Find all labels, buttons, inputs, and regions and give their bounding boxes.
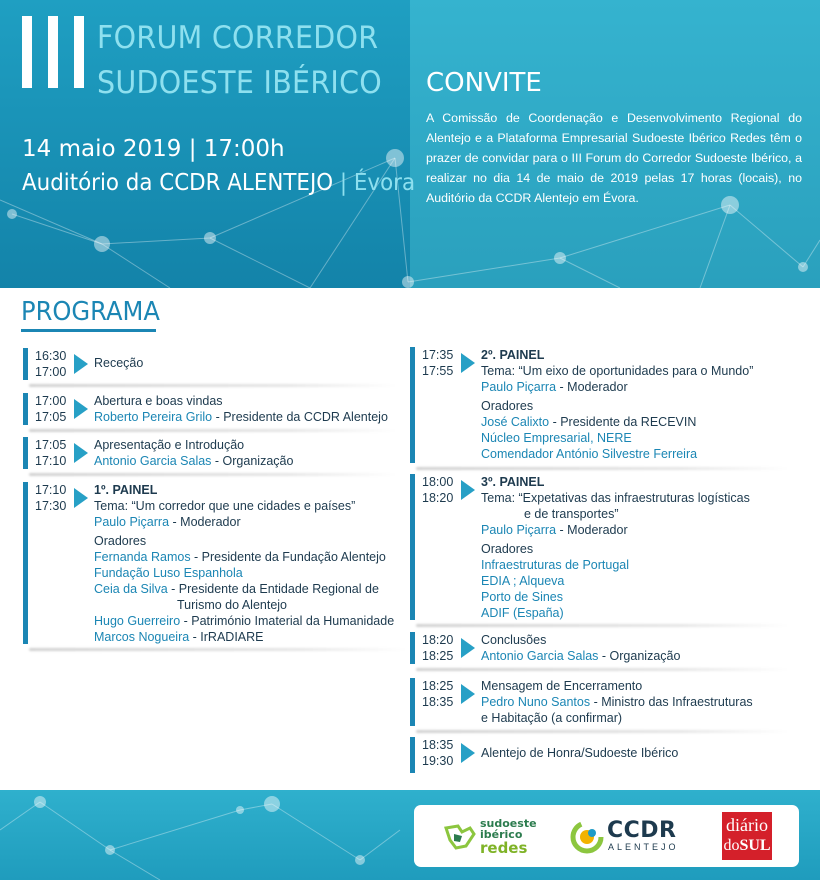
item-bar bbox=[23, 437, 28, 469]
item-content bbox=[481, 474, 750, 621]
event-date: 14 maio 2019 | 17:00h bbox=[22, 136, 285, 162]
item-bar bbox=[410, 474, 415, 620]
item-times bbox=[422, 347, 453, 379]
speaker-name: Porto de Sines bbox=[481, 590, 563, 604]
ccdr-alentejo-logo bbox=[570, 820, 680, 856]
schedule-item bbox=[23, 437, 393, 469]
start-time: 17:10 bbox=[35, 483, 67, 497]
item-times bbox=[35, 482, 66, 514]
speaker-name: Fernanda Ramos bbox=[94, 550, 191, 564]
roman-numeral-mark bbox=[22, 16, 84, 88]
schedule-item bbox=[410, 678, 785, 726]
item-times bbox=[422, 474, 453, 506]
play-arrow-icon bbox=[461, 684, 475, 704]
speaker-name: Marcos Nogueira bbox=[94, 630, 190, 644]
speaker-name: Fundação Luso Espanhola bbox=[94, 566, 243, 580]
play-arrow-icon bbox=[74, 399, 88, 419]
item-content bbox=[94, 355, 143, 371]
forum-title-line-1: FORUM CORREDOR bbox=[97, 20, 379, 56]
convite-title: CONVITE bbox=[426, 68, 542, 98]
moderator-role: - Moderador bbox=[169, 515, 241, 529]
item-content bbox=[481, 678, 753, 726]
item-divider bbox=[416, 668, 789, 671]
play-arrow-icon bbox=[74, 443, 88, 463]
end-time: 18:20 bbox=[422, 491, 454, 505]
moderator-name: Paulo Piçarra bbox=[481, 380, 557, 394]
item-bar bbox=[23, 348, 28, 380]
speaker-role: - Presidente da RECEVIN bbox=[549, 415, 697, 429]
item-label: Mensagem de Encerramento bbox=[481, 679, 643, 693]
item-times bbox=[422, 632, 453, 664]
start-time: 18:35 bbox=[422, 738, 454, 752]
item-bar bbox=[410, 737, 415, 773]
speaker-name: Antonio Garcia Salas bbox=[481, 649, 599, 663]
item-content bbox=[94, 482, 394, 645]
forum-title bbox=[97, 16, 382, 106]
venue-name: Auditório da CCDR ALENTEJO bbox=[22, 170, 334, 196]
panel-title: 1º. PAINEL bbox=[94, 483, 158, 497]
speaker-name: Núcleo Empresarial, NERE bbox=[481, 431, 632, 445]
item-label: Apresentação e Introdução bbox=[94, 438, 245, 452]
panel-theme: Tema: “Expetativas das infraestruturas logísticas bbox=[481, 491, 750, 505]
item-times bbox=[35, 348, 66, 380]
roman-bar-1 bbox=[22, 16, 32, 88]
end-time: 19:30 bbox=[422, 754, 454, 768]
speakers-heading: Oradores bbox=[481, 399, 534, 413]
diario-do-sul-logo: diário doSUL bbox=[722, 812, 772, 860]
moderator-name: Paulo Piçarra bbox=[94, 515, 170, 529]
start-time: 18:00 bbox=[422, 475, 454, 489]
item-divider bbox=[416, 624, 789, 627]
moderator-role: - Moderador bbox=[556, 380, 628, 394]
item-divider bbox=[416, 730, 789, 733]
item-times bbox=[35, 393, 66, 425]
speaker-name: José Calixto bbox=[481, 415, 550, 429]
end-time: 17:30 bbox=[35, 499, 67, 513]
speaker-role: - Organização bbox=[598, 649, 681, 663]
start-time: 18:20 bbox=[422, 633, 454, 647]
item-bar bbox=[23, 482, 28, 644]
item-label: Conclusões bbox=[481, 633, 547, 647]
item-times bbox=[35, 437, 66, 469]
speaker-role: - Presidente da Entidade Regional de bbox=[167, 582, 379, 596]
panel-theme: Tema: “Um corredor que une cidades e países” bbox=[94, 499, 356, 513]
item-bar bbox=[23, 393, 28, 425]
play-arrow-icon bbox=[461, 743, 475, 763]
schedule-item-panel-2 bbox=[410, 347, 785, 463]
schedule-item-panel-3 bbox=[410, 474, 785, 620]
panel-title: 3º. PAINEL bbox=[481, 475, 545, 489]
item-divider bbox=[29, 384, 397, 387]
start-time: 17:05 bbox=[35, 438, 67, 452]
play-arrow-icon bbox=[74, 488, 88, 508]
ccdr-mark-icon bbox=[570, 820, 604, 854]
event-venue bbox=[22, 170, 415, 196]
panel-title: 2º. PAINEL bbox=[481, 348, 545, 362]
speaker-role-continued: e Habitação (a confirmar) bbox=[481, 711, 623, 725]
end-time: 18:25 bbox=[422, 649, 454, 663]
forum-title-line-2: SUDOESTE IBÉRICO bbox=[97, 65, 383, 101]
item-divider bbox=[29, 648, 407, 651]
item-bar bbox=[410, 347, 415, 463]
speaker-role: - Presidente da Fundação Alentejo bbox=[190, 550, 386, 564]
panel-theme-continued: e de transportes” bbox=[524, 507, 619, 521]
item-content bbox=[481, 347, 753, 462]
speakers-heading: Oradores bbox=[94, 534, 147, 548]
ccdr-wordmark: CCDR bbox=[607, 818, 677, 843]
speakers-heading: Oradores bbox=[481, 542, 534, 556]
speaker-name: Roberto Pereira Grilo bbox=[94, 410, 213, 424]
item-bar bbox=[410, 678, 415, 726]
speaker-name: Pedro Nuno Santos bbox=[481, 695, 591, 709]
play-arrow-icon bbox=[461, 480, 475, 500]
item-content bbox=[481, 632, 680, 664]
moderator-name: Paulo Piçarra bbox=[481, 523, 557, 537]
end-time: 18:35 bbox=[422, 695, 454, 709]
item-content bbox=[94, 393, 388, 425]
schedule-item bbox=[23, 393, 393, 425]
speaker-role: - Ministro das Infraestruturas bbox=[590, 695, 753, 709]
item-label: Alentejo de Honra/Sudoeste Ibérico bbox=[481, 746, 679, 760]
convite-text: A Comissão de Coordenação e Desenvolvimento Regional do Alentejo e a Plataforma Empresarial Sudoeste Ibérico Redes têm o prazer de convidar para o III Forum do Corredor Sudoeste Ibérico, a realizar no dia 14 de maio de 2019 pelas 17 horas (locais), no Auditório da CCDR Alentejo em Évora. bbox=[426, 111, 802, 205]
item-content bbox=[94, 437, 293, 469]
schedule-item-panel-1 bbox=[23, 482, 403, 644]
schedule-item bbox=[410, 737, 785, 773]
speaker-name: EDIA ; Alqueva bbox=[481, 574, 565, 588]
item-times bbox=[422, 678, 453, 710]
play-arrow-icon bbox=[74, 354, 88, 374]
speaker-name: Infraestruturas de Portugal bbox=[481, 558, 629, 572]
panel-theme: Tema: “Um eixo de oportunidades para o Mundo” bbox=[481, 364, 754, 378]
item-divider bbox=[29, 473, 397, 476]
speaker-name: ADIF (España) bbox=[481, 606, 564, 620]
speaker-role: - Organização bbox=[211, 454, 294, 468]
moderator-role: - Moderador bbox=[556, 523, 628, 537]
item-divider bbox=[29, 429, 397, 432]
start-time: 17:00 bbox=[35, 394, 67, 408]
start-time: 16:30 bbox=[35, 349, 67, 363]
venue-city: Évora bbox=[353, 170, 416, 196]
start-time: 17:35 bbox=[422, 348, 454, 362]
item-content bbox=[481, 745, 678, 761]
speaker-role: - Presidente da CCDR Alentejo bbox=[212, 410, 388, 424]
play-arrow-icon bbox=[461, 638, 475, 658]
end-time: 17:00 bbox=[35, 365, 67, 379]
item-times bbox=[422, 737, 453, 769]
speaker-name: Hugo Guerreiro bbox=[94, 614, 181, 628]
venue-separator: | bbox=[339, 170, 348, 196]
schedule-item bbox=[23, 348, 393, 380]
speaker-role: - IrRADIARE bbox=[189, 630, 264, 644]
start-time: 18:25 bbox=[422, 679, 454, 693]
programa-underline bbox=[21, 329, 156, 332]
speaker-name: Ceia da Silva bbox=[94, 582, 168, 596]
speaker-role-continued: Turismo do Alentejo bbox=[177, 598, 288, 612]
item-label: Abertura e boas vindas bbox=[94, 394, 223, 408]
item-bar bbox=[410, 632, 415, 664]
ccdr-subtitle: ALENTEJO bbox=[608, 842, 679, 852]
sudoeste-iberico-redes-logo bbox=[444, 817, 537, 858]
play-arrow-icon bbox=[461, 353, 475, 373]
item-label: Receção bbox=[94, 356, 144, 370]
header-banner bbox=[0, 0, 820, 288]
speaker-name: Comendador António Silvestre Ferreira bbox=[481, 447, 698, 461]
roman-bar-3 bbox=[74, 16, 84, 88]
programa-title: PROGRAMA bbox=[21, 297, 160, 327]
item-divider bbox=[416, 467, 789, 470]
sudoeste-iberico-wordmark: sudoeste ibérico redes bbox=[480, 817, 537, 857]
end-time: 17:55 bbox=[422, 364, 454, 378]
end-time: 17:10 bbox=[35, 454, 67, 468]
speaker-name: Antonio Garcia Salas bbox=[94, 454, 212, 468]
schedule-item bbox=[410, 632, 785, 664]
end-time: 17:05 bbox=[35, 410, 67, 424]
sudoeste-iberico-mark-icon bbox=[444, 822, 476, 852]
speaker-role: - Património Imaterial da Humanidade bbox=[180, 614, 395, 628]
roman-bar-2 bbox=[48, 16, 58, 88]
